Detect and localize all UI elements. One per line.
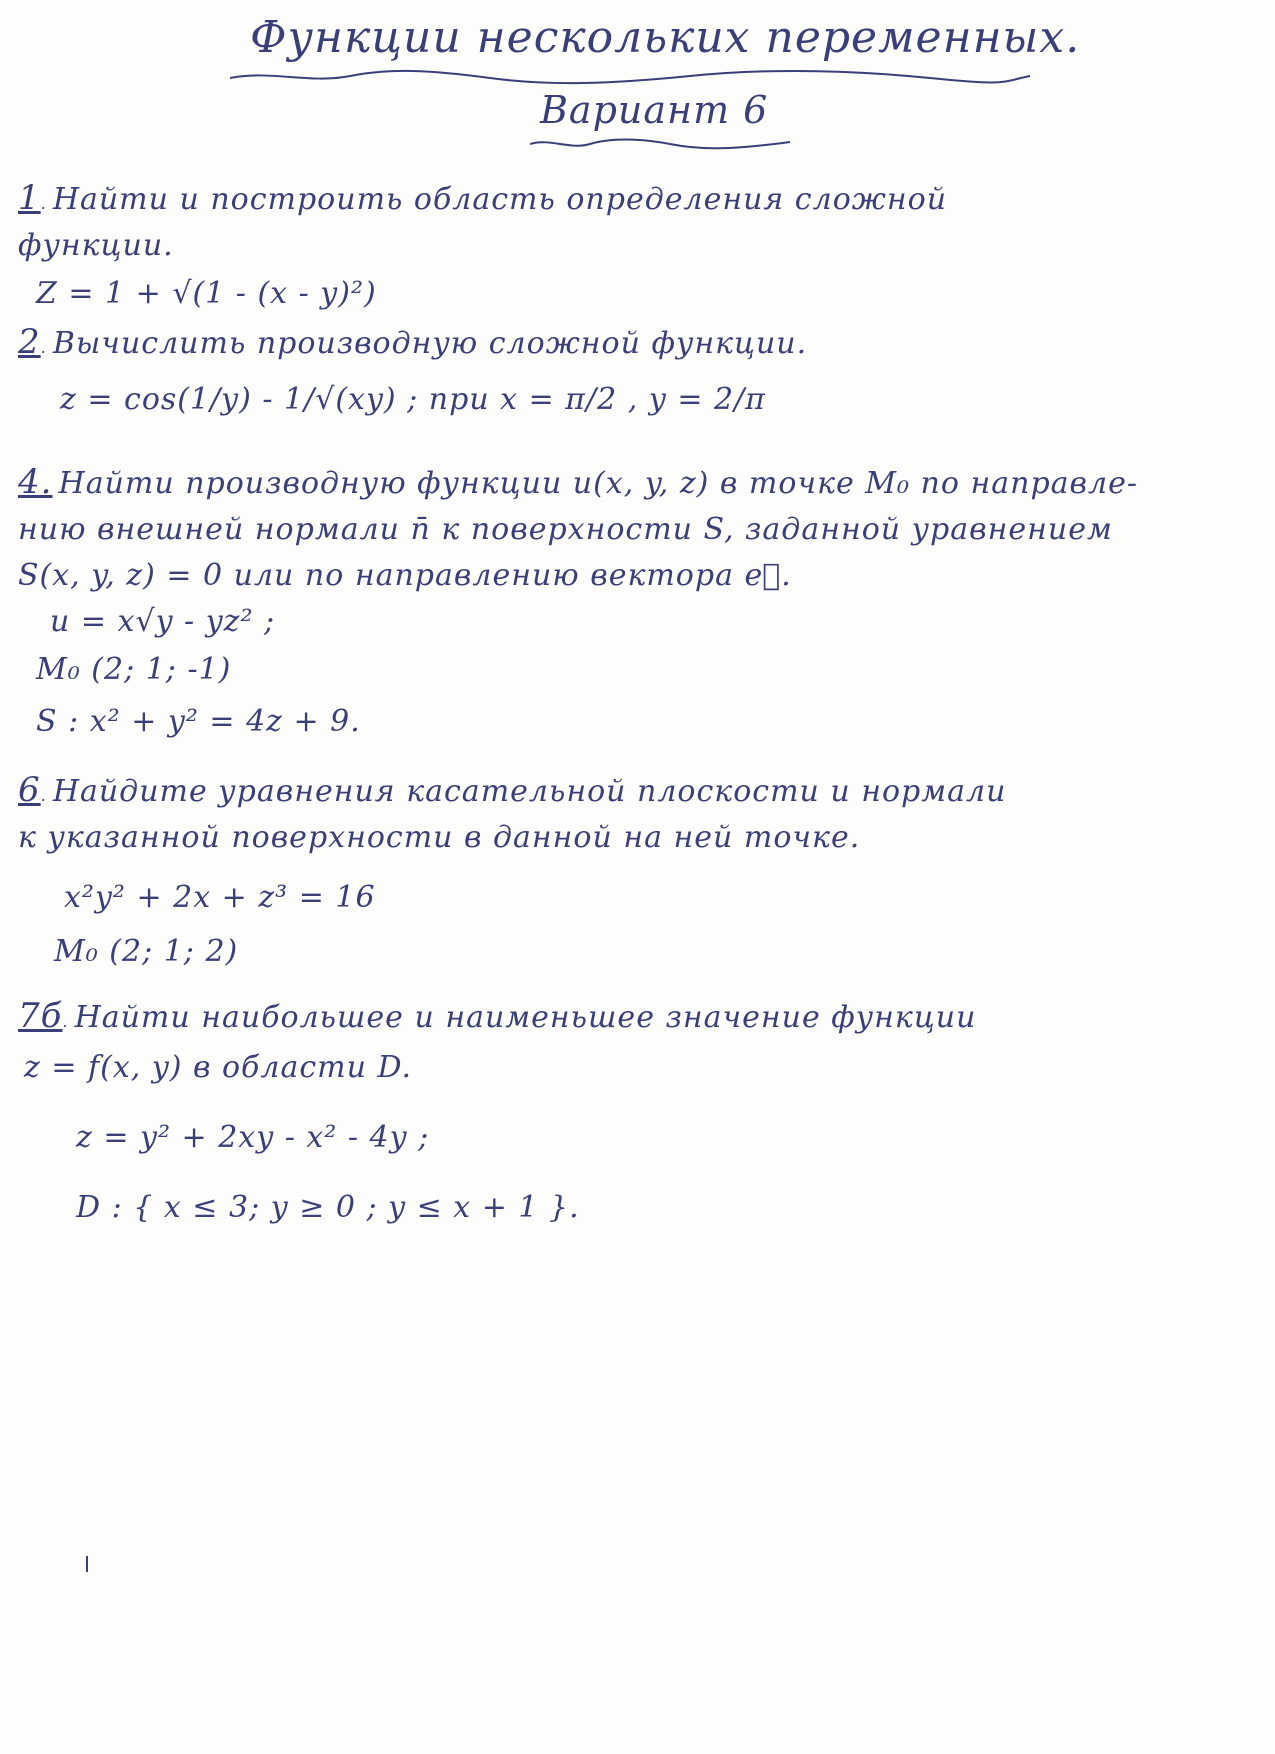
task-line: функции. — [18, 228, 174, 263]
formula: x²y² + 2x + z³ = 16 — [64, 880, 376, 915]
formula: S : x² + y² = 4z + 9. — [36, 704, 361, 739]
task-line: к указанной поверхности в данной на ней точке. — [18, 820, 861, 855]
formula: z = cos(1/y) - 1/√(xy) ; при x = π/2 , y = 2/π — [60, 382, 766, 417]
task-number: 4. — [18, 462, 53, 502]
task-line: Найдите уравнения касательной плоскости и нормали — [52, 774, 1007, 809]
task-number: 6 — [18, 770, 41, 810]
page-title: Функции нескольких переменных. — [250, 12, 1081, 63]
task-line: Найти и построить область определения сложной — [52, 182, 948, 217]
task-number: 2 — [18, 322, 41, 362]
variant-label: Вариант 6 — [540, 88, 769, 132]
title-underline — [230, 66, 1030, 86]
task-2: 2. Вычислить производную сложной функции. — [18, 322, 808, 362]
formula: u = x√y - yz² ; — [50, 604, 276, 639]
task-line: Вычислить производную сложной функции. — [52, 326, 808, 361]
task-1: 1. Найти и построить область определения сложной — [18, 178, 948, 218]
formula: z = y² + 2xy - x² - 4y ; — [76, 1120, 430, 1155]
variant-underline — [530, 136, 790, 152]
formula: Z = 1 + √(1 - (x - y)²) — [36, 276, 377, 311]
task-line: нию внешней нормали n̄ к поверхности S, заданной уравнением — [18, 512, 1113, 547]
formula: D : { x ≤ 3; y ≥ 0 ; y ≤ x + 1 }. — [76, 1190, 580, 1225]
task-line: Найти наибольшее и наименьшее значение функции — [74, 1000, 977, 1035]
task-line: z = f(x, y) в области D. — [24, 1050, 412, 1085]
task-line: S(x, y, z) = 0 или по направлению вектора e⃗. — [18, 558, 792, 593]
task-7b: 7б. Найти наибольшее и наименьшее значение функции — [18, 996, 977, 1036]
pen-mark — [86, 1556, 88, 1572]
task-6: 6. Найдите уравнения касательной плоскости и нормали — [18, 770, 1007, 810]
formula: M₀ (2; 1; 2) — [54, 934, 239, 969]
task-number: 1 — [18, 178, 41, 218]
task-line: Найти производную функции u(x, y, z) в точке M₀ по направле- — [58, 466, 1138, 501]
task-4 — [18, 462, 1138, 502]
task-number: 7б — [18, 996, 63, 1036]
formula: M₀ (2; 1; -1) — [36, 652, 232, 687]
